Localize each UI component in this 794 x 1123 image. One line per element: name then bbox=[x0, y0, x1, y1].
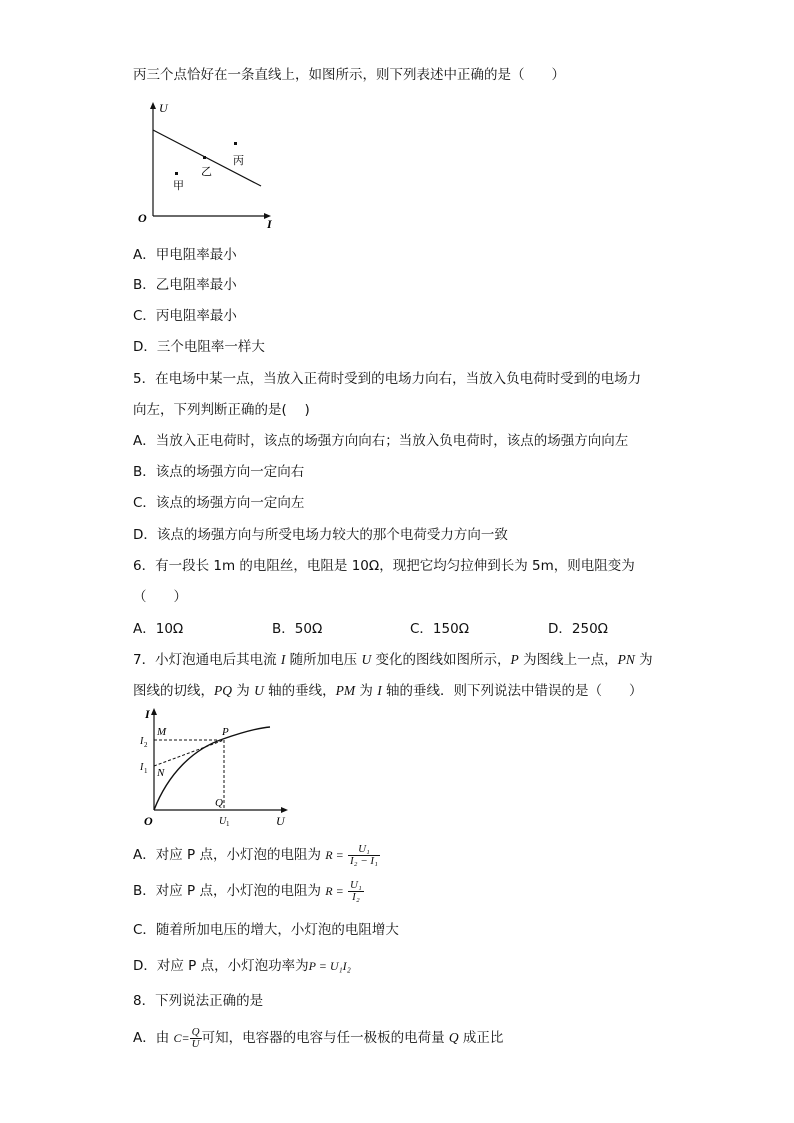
q4-label-yi: 乙 bbox=[201, 166, 212, 178]
q6-option-a: A．10Ω bbox=[133, 621, 184, 637]
q4-point-bing bbox=[234, 142, 237, 145]
fraction-denominator: I₂ − I₁ bbox=[350, 854, 378, 867]
q5-stem-line1: 5．在电场中某一点，当放入正荷时受到的电场力向右，当放入负电荷时受到的电场力 bbox=[133, 371, 642, 387]
q8-var-q: Q bbox=[448, 1030, 459, 1045]
q4-option-c: C．丙电阻率最小 bbox=[133, 308, 237, 324]
q4-option-a: A．甲电阻率最小 bbox=[133, 247, 237, 263]
q7-iu-graph bbox=[138, 704, 298, 828]
q7-option-d-text: D．对应 P 点，小灯泡功率为 bbox=[133, 958, 309, 974]
q7-var-pq: PQ bbox=[214, 683, 232, 698]
q7-label-i1: I bbox=[140, 762, 144, 773]
fraction-numerator: U₁ bbox=[348, 844, 380, 856]
q8-option-a bbox=[133, 1024, 503, 1052]
q4-label-jia: 甲 bbox=[173, 180, 184, 192]
q7-label-m: M bbox=[157, 726, 167, 738]
q4-stem: 丙三个点恰好在一条直线上，如图所示，则下列表述中正确的是（ ） bbox=[133, 67, 565, 83]
q7-option-a-formula-left: R = bbox=[325, 848, 344, 862]
q7-option-b-formula-left: R = bbox=[325, 884, 344, 898]
q4-y-label: U bbox=[159, 101, 168, 115]
q7-label-q: Q bbox=[215, 797, 223, 809]
q4-ui-graph bbox=[133, 98, 283, 230]
q4-option-b: B．乙电阻率最小 bbox=[133, 277, 237, 293]
q6-option-d: D．250Ω bbox=[548, 621, 608, 637]
q7-label-u1-sub: 1 bbox=[226, 820, 230, 828]
q7-text: 图线的切线， bbox=[133, 683, 214, 699]
q8-stem: 8．下列说法正确的是 bbox=[133, 993, 264, 1009]
q7-text: 轴的垂线， bbox=[263, 683, 336, 699]
q7-option-a-text: A．对应 P 点，小灯泡的电阻为 bbox=[133, 847, 321, 863]
q7-label-u1: U bbox=[219, 816, 227, 827]
fraction-denominator: I₂ bbox=[352, 890, 360, 903]
q7-stem-line2 bbox=[133, 682, 643, 700]
q7-option-b bbox=[133, 879, 364, 903]
q7-label-n: N bbox=[157, 767, 165, 779]
q7-var-i: I bbox=[377, 683, 382, 698]
q7-var-i: I bbox=[280, 652, 286, 667]
q7-option-a-fraction bbox=[348, 844, 380, 867]
q7-text: 为 bbox=[634, 652, 653, 668]
q7-text: 随所加电压 bbox=[285, 652, 362, 668]
q7-curve bbox=[154, 727, 270, 810]
q8-option-a-text: 可知，电容器的电容与任一极板的电荷量 bbox=[201, 1030, 449, 1046]
q7-label-i2-sub: 2 bbox=[144, 741, 148, 749]
q6-option-b: B．50Ω bbox=[272, 621, 323, 637]
q7-text: 为 bbox=[232, 683, 255, 699]
q7-option-b-fraction bbox=[348, 880, 364, 903]
q7-option-a bbox=[133, 843, 380, 867]
q7-option-d bbox=[133, 957, 351, 975]
q8-option-a-c: C= bbox=[173, 1031, 190, 1045]
q7-stem-line1 bbox=[133, 651, 653, 669]
fraction-numerator: U₁ bbox=[350, 878, 362, 891]
q7-label-i2: I bbox=[140, 736, 144, 747]
q7-x-label: U bbox=[276, 814, 285, 828]
q4-point-yi bbox=[203, 156, 206, 159]
q7-origin: O bbox=[144, 814, 153, 828]
q4-label-bing: 丙 bbox=[233, 155, 244, 167]
q7-text: 7．小灯泡通电后其电流 bbox=[133, 652, 281, 668]
q7-label-p: P bbox=[222, 726, 229, 738]
q7-var-p: P bbox=[510, 652, 519, 667]
fraction-numerator: Q bbox=[191, 1025, 200, 1038]
q7-text: 为 bbox=[355, 683, 378, 699]
q4-origin: O bbox=[138, 211, 147, 225]
q5-option-c: C．该点的场强方向一定向左 bbox=[133, 495, 305, 511]
q4-point-jia bbox=[175, 172, 178, 175]
q6-stem-line2: （ ） bbox=[133, 589, 187, 605]
q6-stem-line1: 6．有一段长 1m 的电阻丝，电阻是 10Ω，现把它均匀拉伸到长为 5m，则电阻变为 bbox=[133, 558, 635, 574]
q5-option-a: A．当放入正电荷时，该点的场强方向向右；当放入负电荷时，该点的场强方向向左 bbox=[133, 433, 629, 449]
q7-option-c: C．随着所加电压的增大，小灯泡的电阻增大 bbox=[133, 922, 399, 938]
q8-option-a-fraction bbox=[190, 1027, 202, 1050]
fraction-denominator: U bbox=[191, 1037, 200, 1050]
q5-option-d: D．该点的场强方向与所受电场力较大的那个电荷受力方向一致 bbox=[133, 527, 508, 543]
q7-text: 轴的垂线．则下列说法中错误的是（ ） bbox=[381, 683, 643, 699]
q8-option-a-text: 成正比 bbox=[458, 1030, 504, 1046]
q6-option-c: C．150Ω bbox=[410, 621, 470, 637]
q7-option-d-formula: P = U₁I₂ bbox=[308, 959, 351, 973]
q7-var-pm: PM bbox=[335, 683, 356, 698]
q7-var-pn: PN bbox=[617, 652, 635, 667]
q8-option-a-text: A．由 bbox=[133, 1030, 174, 1046]
q4-x-label: I bbox=[267, 217, 272, 230]
q7-var-u: U bbox=[361, 652, 372, 667]
q7-text: 为图线上一点， bbox=[518, 652, 618, 668]
q7-text: 变化的图线如图所示， bbox=[371, 652, 511, 668]
q5-stem-line2: 向左，下列判断正确的是( ) bbox=[133, 402, 310, 418]
q7-pn-tangent bbox=[154, 740, 224, 766]
q7-label-i1-sub: 1 bbox=[144, 767, 148, 775]
q7-y-label: I bbox=[145, 707, 150, 721]
q7-var-u: U bbox=[254, 683, 264, 698]
q5-option-b: B．该点的场强方向一定向右 bbox=[133, 464, 305, 480]
q4-option-d: D．三个电阻率一样大 bbox=[133, 339, 265, 355]
q7-option-b-text: B．对应 P 点，小灯泡的电阻为 bbox=[133, 883, 321, 899]
